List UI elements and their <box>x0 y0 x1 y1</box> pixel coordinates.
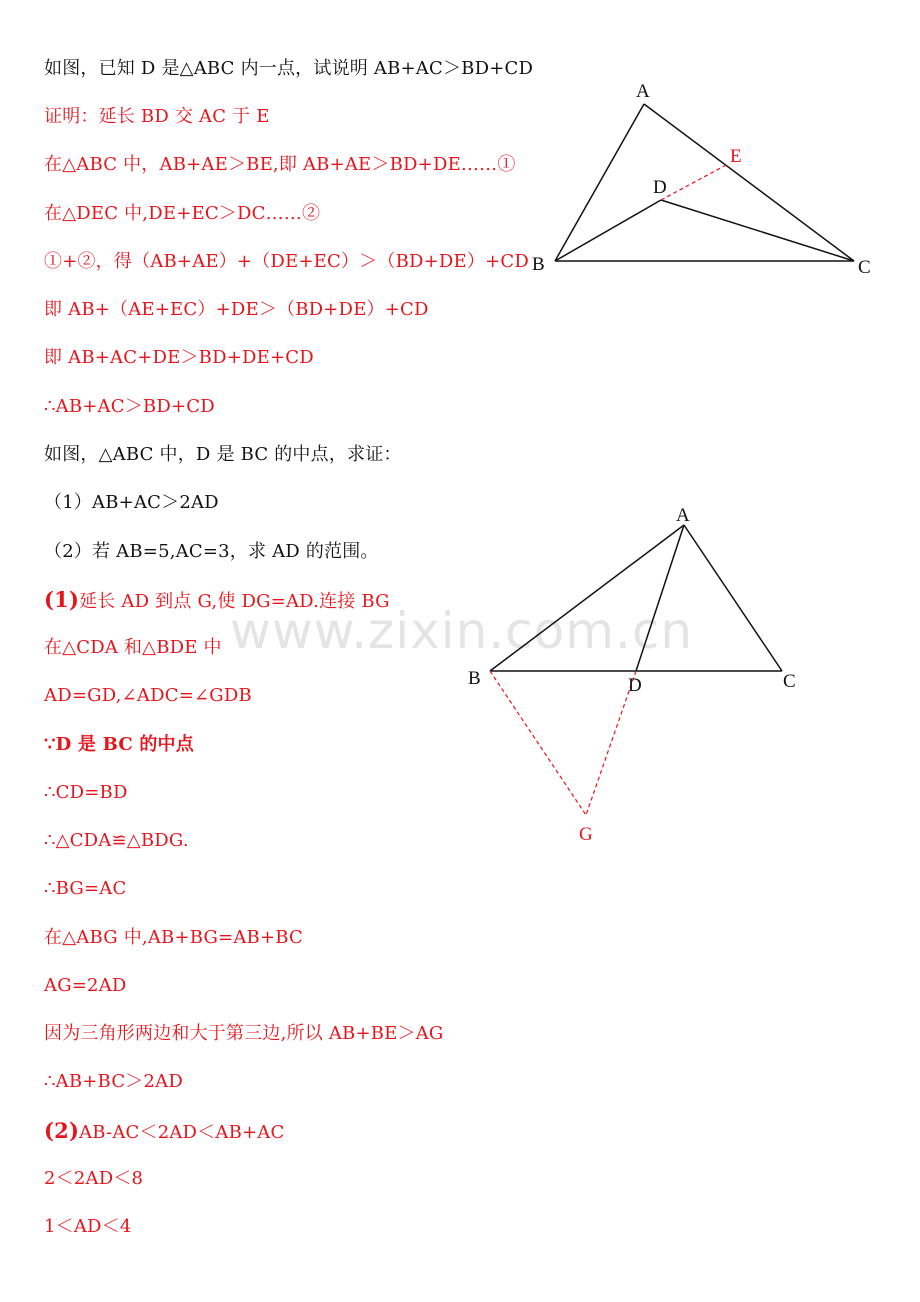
label-D: D <box>628 675 642 696</box>
segment-AB <box>555 104 644 261</box>
problem2-part1: （1）AB+AC＞2AD <box>44 492 219 513</box>
figure1-triangle <box>520 75 880 285</box>
problem2-proof-line: 在△ABG 中,AB+BG=AB+BC <box>44 927 303 948</box>
problem2-proof-line: 因为三角形两边和大于第三边,所以 AB+BE＞AG <box>44 1023 444 1044</box>
segment-BG-dashed <box>490 671 586 815</box>
segment-AD <box>636 525 684 671</box>
problem2-question: 如图，△ABC 中，D 是 BC 的中点，求证： <box>44 444 402 465</box>
segment-AC <box>644 104 854 261</box>
problem1-proof-line: 在△ABC 中，AB+AE＞BE,即 AB+AE＞BD+DE……① <box>44 154 516 175</box>
figure2-triangle <box>460 500 820 850</box>
problem2-range-line: 1＜AD＜4 <box>44 1216 132 1237</box>
segment-DC <box>661 200 854 261</box>
segment-AC <box>684 525 782 671</box>
problem2-proof-line: ∴CD=BD <box>44 782 128 803</box>
problem2-proof-line: ∵D 是 BC 的中点 <box>44 734 194 755</box>
label-C: C <box>783 671 796 692</box>
segment-DE-dashed <box>661 164 728 200</box>
label-C: C <box>858 257 871 278</box>
problem2-proof-line: 在△CDA 和△BDE 中 <box>44 637 222 658</box>
problem2-proof-line: ∴△CDA≌△BDG. <box>44 830 189 851</box>
problem1-proof-line: 即 AB+AC+DE＞BD+DE+CD <box>44 347 314 368</box>
problem1-proof-line: 即 AB+（AE+EC）+DE＞（BD+DE）+CD <box>44 299 429 320</box>
label-A: A <box>636 81 650 102</box>
segment-BD <box>555 200 661 261</box>
problem2-proof-line: ∴AB+BC＞2AD <box>44 1071 183 1092</box>
problem2-solution1-heading <box>44 588 390 614</box>
problem2-range-line: 2＜2AD＜8 <box>44 1168 144 1189</box>
watermark: www.zixin.com.cn <box>230 602 694 660</box>
problem1-conclusion: ∴AB+AC＞BD+CD <box>44 396 215 417</box>
problem2-proof-line: ∴BG=AC <box>44 878 127 899</box>
problem2-solution2-heading <box>44 1119 284 1145</box>
label-E: E <box>730 146 742 167</box>
label-D: D <box>653 177 667 198</box>
problem1-proof-line: ①+②，得（AB+AE）+（DE+EC）＞（BD+DE）+CD <box>44 251 529 272</box>
problem1-proof-line: 在△DEC 中,DE+EC＞DC……② <box>44 203 321 224</box>
problem1-proof-line: 证明：延长 BD 交 AC 于 E <box>44 106 270 127</box>
solution1-text: 延长 AD 到点 G,使 DG=AD.连接 BG <box>79 591 390 612</box>
segment-AB <box>490 525 684 671</box>
label-B: B <box>468 668 481 689</box>
problem1-question: 如图，已知 D 是△ABC 内一点，试说明 AB+AC＞BD+CD <box>44 58 534 79</box>
label-A: A <box>676 505 690 526</box>
solution1-number: (1) <box>44 587 80 612</box>
problem2-proof-line: AG=2AD <box>44 975 127 996</box>
solution2-number: (2) <box>44 1118 80 1143</box>
label-B: B <box>532 254 545 275</box>
label-G: G <box>579 824 593 845</box>
problem2-proof-line: AD=GD,∠ADC=∠GDB <box>44 685 252 706</box>
solution2-text: AB-AC＜2AD＜AB+AC <box>79 1122 285 1143</box>
problem2-part2: （2）若 AB=5,AC=3，求 AD 的范围。 <box>44 541 379 562</box>
